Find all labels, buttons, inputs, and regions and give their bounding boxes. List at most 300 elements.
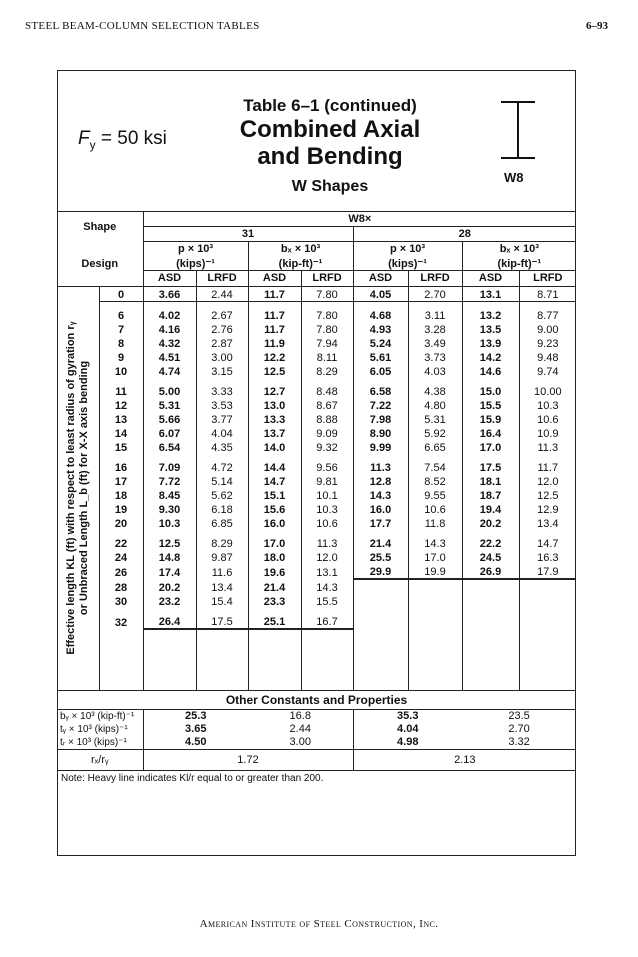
empty-cell <box>143 670 196 691</box>
table-cell: 8.11 <box>301 350 353 364</box>
table-cell: 25.5 <box>353 550 408 564</box>
empty-cell <box>462 629 519 650</box>
table-cell: 3.11 <box>408 301 462 322</box>
kl-value: 17 <box>99 474 143 488</box>
property-row <box>57 736 576 750</box>
table-cell: 18.0 <box>248 550 301 564</box>
table-cell: 17.7 <box>353 516 408 530</box>
design-header: Design <box>57 242 143 287</box>
table-cell: 29.9 <box>353 564 408 579</box>
table-cell: 7.54 <box>408 454 462 474</box>
table-cell: 7.80 <box>301 286 353 301</box>
empty-cell <box>143 650 196 670</box>
table-cell: 3.49 <box>408 336 462 350</box>
page-number: 6–93 <box>586 20 608 32</box>
table-row <box>57 426 576 440</box>
table-cell: 12.5 <box>248 364 301 378</box>
kl-value: 28 <box>99 579 143 594</box>
table-cell: 21.4 <box>353 530 408 550</box>
table-cell: 9.00 <box>519 322 576 336</box>
title-line-2: and Bending <box>257 143 403 170</box>
table-row <box>57 440 576 454</box>
table-cell: 4.38 <box>408 378 462 398</box>
table-row <box>57 301 576 322</box>
table-cell: 7.09 <box>143 454 196 474</box>
table-cell: 15.5 <box>301 594 353 608</box>
table-number: Table 6–1 (continued) <box>243 96 417 115</box>
kl-value: 14 <box>99 426 143 440</box>
table-cell: 8.29 <box>301 364 353 378</box>
table-cell: 11.7 <box>248 286 301 301</box>
table-cell: 14.4 <box>248 454 301 474</box>
weight-28-header: 28 <box>353 227 576 242</box>
shape-family: W Shapes <box>291 178 369 195</box>
yield-strength-label: $F_y = 50$ ksi <box>78 128 167 152</box>
table-cell <box>519 579 576 594</box>
table-cell: 6.65 <box>408 440 462 454</box>
table-row <box>57 516 576 530</box>
empty-cell <box>248 650 301 670</box>
table-cell: 4.04 <box>196 426 248 440</box>
table-cell: 9.87 <box>196 550 248 564</box>
table-row <box>57 488 576 502</box>
asd-header: ASD <box>462 271 519 286</box>
table-cell: 2.70 <box>408 286 462 301</box>
table-row <box>57 336 576 350</box>
table-row <box>57 398 576 412</box>
table-cell: 13.3 <box>248 412 301 426</box>
table-cell: 10.00 <box>519 378 576 398</box>
table-cell: 9.55 <box>408 488 462 502</box>
kl-value: 8 <box>99 336 143 350</box>
table-cell: 8.48 <box>301 378 353 398</box>
table-cell: 5.14 <box>196 474 248 488</box>
kl-value: 10 <box>99 364 143 378</box>
table-cell: 4.74 <box>143 364 196 378</box>
kl-value: 18 <box>99 488 143 502</box>
empty-cell <box>408 650 462 670</box>
axis-label: Effective length KL (ft) with respect to least radius of gyration rᵧ or Unbraced Length L_b (ft) for X-X axis bending <box>57 286 99 690</box>
table-cell: 20.2 <box>143 579 196 594</box>
table-cell: 14.0 <box>248 440 301 454</box>
kl-value: 30 <box>99 594 143 608</box>
table-cell: 8.71 <box>519 286 576 301</box>
table-cell <box>408 608 462 629</box>
table-cell: 14.6 <box>462 364 519 378</box>
table-cell: 19.6 <box>248 564 301 579</box>
table-cell: 14.2 <box>462 350 519 364</box>
publisher-footer: American Institute of Steel Construction, Inc. <box>199 918 439 930</box>
property-value: 23.5 <box>508 710 530 722</box>
table-cell: 9.30 <box>143 502 196 516</box>
property-value: 2.44 <box>289 723 311 735</box>
table-cell: 10.6 <box>301 516 353 530</box>
table-cell: 5.61 <box>353 350 408 364</box>
table-cell: 6.54 <box>143 440 196 454</box>
table-cell: 14.3 <box>408 530 462 550</box>
table-cell: 17.4 <box>143 564 196 579</box>
table-cell: 12.5 <box>143 530 196 550</box>
series-header: W8× <box>143 212 576 227</box>
table-cell: 11.3 <box>301 530 353 550</box>
table-cell: 13.0 <box>248 398 301 412</box>
asd-header: ASD <box>353 271 408 286</box>
table-cell: 6.07 <box>143 426 196 440</box>
table-cell: 3.28 <box>408 322 462 336</box>
selection-table <box>57 211 576 787</box>
property-value: 3.32 <box>508 736 530 748</box>
table-cell: 2.76 <box>196 322 248 336</box>
table-cell: 17.9 <box>519 564 576 579</box>
property-value: 35.3 <box>353 709 462 723</box>
table-cell: 24.5 <box>462 550 519 564</box>
table-cell: 4.51 <box>143 350 196 364</box>
table-cell: 3.00 <box>196 350 248 364</box>
table-row <box>57 579 576 594</box>
table-cell: 13.5 <box>462 322 519 336</box>
table-cell: 9.23 <box>519 336 576 350</box>
table-row <box>57 322 576 336</box>
empty-cell <box>462 670 519 691</box>
table-cell: 5.62 <box>196 488 248 502</box>
table-cell: 7.80 <box>301 322 353 336</box>
kl-value: 0 <box>99 286 143 301</box>
property-row <box>57 723 576 736</box>
p-label-28: p × 10³ <box>353 242 462 257</box>
table-cell: 12.7 <box>248 378 301 398</box>
table-row <box>57 350 576 364</box>
table-cell: 7.72 <box>143 474 196 488</box>
table-cell: 16.3 <box>519 550 576 564</box>
table-cell: 10.3 <box>143 516 196 530</box>
table-cell: 2.67 <box>196 301 248 322</box>
table-cell: 8.29 <box>196 530 248 550</box>
kl-value: 7 <box>99 322 143 336</box>
table-cell: 9.74 <box>519 364 576 378</box>
table-cell: 13.1 <box>301 564 353 579</box>
table-cell: 16.0 <box>248 516 301 530</box>
table-cell <box>462 594 519 608</box>
table-cell: 3.15 <box>196 364 248 378</box>
asd-header: ASD <box>143 271 196 286</box>
table-cell: 7.98 <box>353 412 408 426</box>
bx-units-31: (kip-ft)⁻¹ <box>248 256 353 271</box>
table-cell: 14.7 <box>519 530 576 550</box>
table-row <box>57 378 576 398</box>
table-cell: 13.7 <box>248 426 301 440</box>
table-cell: 25.1 <box>248 608 301 629</box>
table-cell: 11.9 <box>248 336 301 350</box>
table-cell: 5.24 <box>353 336 408 350</box>
kl-value: 24 <box>99 550 143 564</box>
bx-label-31: bₓ × 10³ <box>248 242 353 257</box>
table-cell: 23.3 <box>248 594 301 608</box>
table-cell: 11.6 <box>196 564 248 579</box>
table-cell: 15.5 <box>462 398 519 412</box>
table-cell: 19.9 <box>408 564 462 579</box>
table-note: Note: Heavy line indicates Kl/r equal to or greater than 200. <box>61 773 324 784</box>
table-cell: 13.1 <box>462 286 519 301</box>
table-cell: 9.81 <box>301 474 353 488</box>
table-cell <box>519 594 576 608</box>
table-cell: 4.02 <box>143 301 196 322</box>
table-cell: 16.0 <box>353 502 408 516</box>
property-value: 3.65 <box>143 723 248 736</box>
table-cell: 12.5 <box>519 488 576 502</box>
property-value: 25.3 <box>143 709 248 723</box>
kl-value: 12 <box>99 398 143 412</box>
table-cell: 17.5 <box>462 454 519 474</box>
table-cell: 4.72 <box>196 454 248 474</box>
table-cell: 10.3 <box>519 398 576 412</box>
property-row <box>57 709 576 723</box>
table-cell: 17.0 <box>408 550 462 564</box>
shape-header: Shape <box>57 212 143 242</box>
table-cell: 8.77 <box>519 301 576 322</box>
table-row <box>57 454 576 474</box>
table-cell: 14.8 <box>143 550 196 564</box>
table-cell <box>353 579 408 594</box>
table-cell: 14.3 <box>301 579 353 594</box>
table-row <box>57 608 576 629</box>
table-cell: 16.4 <box>462 426 519 440</box>
table-cell: 10.3 <box>301 502 353 516</box>
table-cell: 11.7 <box>519 454 576 474</box>
table-cell: 3.73 <box>408 350 462 364</box>
table-cell: 3.53 <box>196 398 248 412</box>
table-cell: 5.66 <box>143 412 196 426</box>
table-cell: 12.8 <box>353 474 408 488</box>
other-constants-title: Other Constants and Properties <box>57 690 576 709</box>
table-cell: 13.2 <box>462 301 519 322</box>
table-cell: 9.09 <box>301 426 353 440</box>
empty-cell <box>99 670 143 691</box>
table-cell: 2.87 <box>196 336 248 350</box>
empty-cell <box>196 650 248 670</box>
table-cell: 11.3 <box>519 440 576 454</box>
kl-value: 26 <box>99 564 143 579</box>
p-units-31: (kips)⁻¹ <box>143 256 248 271</box>
table-cell: 6.05 <box>353 364 408 378</box>
property-label: tᵧ × 10³ (kips)⁻¹ <box>60 723 128 735</box>
table-row <box>57 550 576 564</box>
table-cell: 10.6 <box>519 412 576 426</box>
empty-cell <box>143 629 196 650</box>
kl-value: 13 <box>99 412 143 426</box>
table-cell: 26.4 <box>143 608 196 629</box>
table-row <box>57 564 576 579</box>
table-cell: 5.31 <box>408 412 462 426</box>
table-cell: 3.66 <box>143 286 196 301</box>
table-row <box>57 412 576 426</box>
table-cell: 7.80 <box>301 301 353 322</box>
kl-value: 20 <box>99 516 143 530</box>
table-cell: 4.16 <box>143 322 196 336</box>
table-cell: 5.31 <box>143 398 196 412</box>
table-cell: 11.7 <box>248 322 301 336</box>
table-cell: 6.18 <box>196 502 248 516</box>
table-cell: 9.32 <box>301 440 353 454</box>
lrfd-header: LRFD <box>301 271 353 286</box>
kl-value: 19 <box>99 502 143 516</box>
empty-cell <box>462 650 519 670</box>
table-cell: 15.4 <box>196 594 248 608</box>
table-cell: 22.2 <box>462 530 519 550</box>
table-cell: 11.3 <box>353 454 408 474</box>
lrfd-header: LRFD <box>408 271 462 286</box>
empty-cell <box>301 650 353 670</box>
table-cell <box>519 608 576 629</box>
empty-cell <box>248 670 301 691</box>
empty-cell <box>196 670 248 691</box>
empty-cell <box>408 629 462 650</box>
table-cell: 17.0 <box>462 440 519 454</box>
table-cell <box>408 579 462 594</box>
table-cell <box>462 579 519 594</box>
table-cell: 15.6 <box>248 502 301 516</box>
table-cell <box>408 594 462 608</box>
property-label: tᵣ × 10³ (kips)⁻¹ <box>60 736 127 748</box>
table-cell: 12.9 <box>519 502 576 516</box>
kl-value: 9 <box>99 350 143 364</box>
ratio-value: 2.13 <box>353 749 576 770</box>
table-cell: 13.4 <box>196 579 248 594</box>
table-cell <box>462 608 519 629</box>
table-cell: 9.56 <box>301 454 353 474</box>
lrfd-header: LRFD <box>196 271 248 286</box>
table-cell: 15.9 <box>462 412 519 426</box>
table-cell: 10.9 <box>519 426 576 440</box>
kl-value: 32 <box>99 608 143 629</box>
table-cell <box>353 594 408 608</box>
title-line-1: Combined Axial <box>239 116 421 143</box>
kl-value: 15 <box>99 440 143 454</box>
asd-header: ASD <box>248 271 301 286</box>
table-cell: 8.88 <box>301 412 353 426</box>
w-shape-icon <box>498 100 538 162</box>
table-cell: 4.68 <box>353 301 408 322</box>
table-cell: 9.99 <box>353 440 408 454</box>
bx-label-28: bₓ × 10³ <box>462 242 576 257</box>
table-cell: 12.2 <box>248 350 301 364</box>
table-row <box>57 502 576 516</box>
table-cell: 12.0 <box>301 550 353 564</box>
ratio-label: rₓ/rᵧ <box>57 749 143 770</box>
table-cell: 16.7 <box>301 608 353 629</box>
property-value: 16.8 <box>289 710 311 722</box>
table-cell: 13.9 <box>462 336 519 350</box>
table-cell: 14.3 <box>353 488 408 502</box>
empty-cell <box>353 629 408 650</box>
table-cell: 18.1 <box>462 474 519 488</box>
table-cell: 14.7 <box>248 474 301 488</box>
property-value: 4.50 <box>143 736 248 750</box>
table-cell: 6.85 <box>196 516 248 530</box>
table-cell: 15.0 <box>462 378 519 398</box>
table-cell: 4.03 <box>408 364 462 378</box>
empty-cell <box>99 650 143 670</box>
property-value: 2.70 <box>508 723 530 735</box>
table-cell: 5.92 <box>408 426 462 440</box>
shape-designation: W8 <box>504 170 524 185</box>
property-label: bᵧ × 10³ (kip-ft)⁻¹ <box>60 710 135 722</box>
kl-value: 6 <box>99 301 143 322</box>
table-cell: 12.0 <box>519 474 576 488</box>
p-label-31: p × 10³ <box>143 242 248 257</box>
bx-units-28: (kip-ft)⁻¹ <box>462 256 576 271</box>
table-cell: 18.7 <box>462 488 519 502</box>
empty-cell <box>519 650 576 670</box>
table-cell: 4.93 <box>353 322 408 336</box>
table-cell: 10.1 <box>301 488 353 502</box>
kl-value: 22 <box>99 530 143 550</box>
table-cell: 10.6 <box>408 502 462 516</box>
table-cell: 4.05 <box>353 286 408 301</box>
empty-cell <box>353 670 408 691</box>
running-head: STEEL BEAM-COLUMN SELECTION TABLES <box>25 20 260 32</box>
table-cell: 3.33 <box>196 378 248 398</box>
kl-value: 16 <box>99 454 143 474</box>
table-cell: 17.5 <box>196 608 248 629</box>
table-cell: 7.94 <box>301 336 353 350</box>
property-value: 3.00 <box>289 736 311 748</box>
table-cell: 2.44 <box>196 286 248 301</box>
weight-31-header: 31 <box>143 227 353 242</box>
empty-cell <box>301 670 353 691</box>
table-cell: 8.52 <box>408 474 462 488</box>
empty-cell <box>408 670 462 691</box>
table-cell: 21.4 <box>248 579 301 594</box>
empty-cell <box>353 650 408 670</box>
table-cell: 11.8 <box>408 516 462 530</box>
table-cell: 4.35 <box>196 440 248 454</box>
table-row <box>57 594 576 608</box>
table-cell <box>353 608 408 629</box>
p-units-28: (kips)⁻¹ <box>353 256 462 271</box>
table-cell: 4.32 <box>143 336 196 350</box>
table-row <box>57 530 576 550</box>
table-row <box>57 474 576 488</box>
table-cell: 17.0 <box>248 530 301 550</box>
property-value: 4.98 <box>353 736 462 750</box>
table-cell: 4.80 <box>408 398 462 412</box>
table-row <box>57 286 576 301</box>
lrfd-header: LRFD <box>519 271 576 286</box>
table-cell: 8.90 <box>353 426 408 440</box>
empty-cell <box>99 629 143 650</box>
table-cell: 20.2 <box>462 516 519 530</box>
empty-cell <box>301 629 353 650</box>
empty-cell <box>248 629 301 650</box>
table-cell: 15.1 <box>248 488 301 502</box>
table-cell: 3.77 <box>196 412 248 426</box>
table-title <box>200 96 460 196</box>
ratio-value: 1.72 <box>143 749 353 770</box>
empty-cell <box>519 629 576 650</box>
table-cell: 26.9 <box>462 564 519 579</box>
empty-cell <box>519 670 576 691</box>
table-row <box>57 364 576 378</box>
table-cell: 6.58 <box>353 378 408 398</box>
table-cell: 7.22 <box>353 398 408 412</box>
table-cell: 11.7 <box>248 301 301 322</box>
table-cell: 23.2 <box>143 594 196 608</box>
table-cell: 19.4 <box>462 502 519 516</box>
table-cell: 8.67 <box>301 398 353 412</box>
empty-cell <box>196 629 248 650</box>
table-cell: 13.4 <box>519 516 576 530</box>
property-value: 4.04 <box>353 723 462 736</box>
